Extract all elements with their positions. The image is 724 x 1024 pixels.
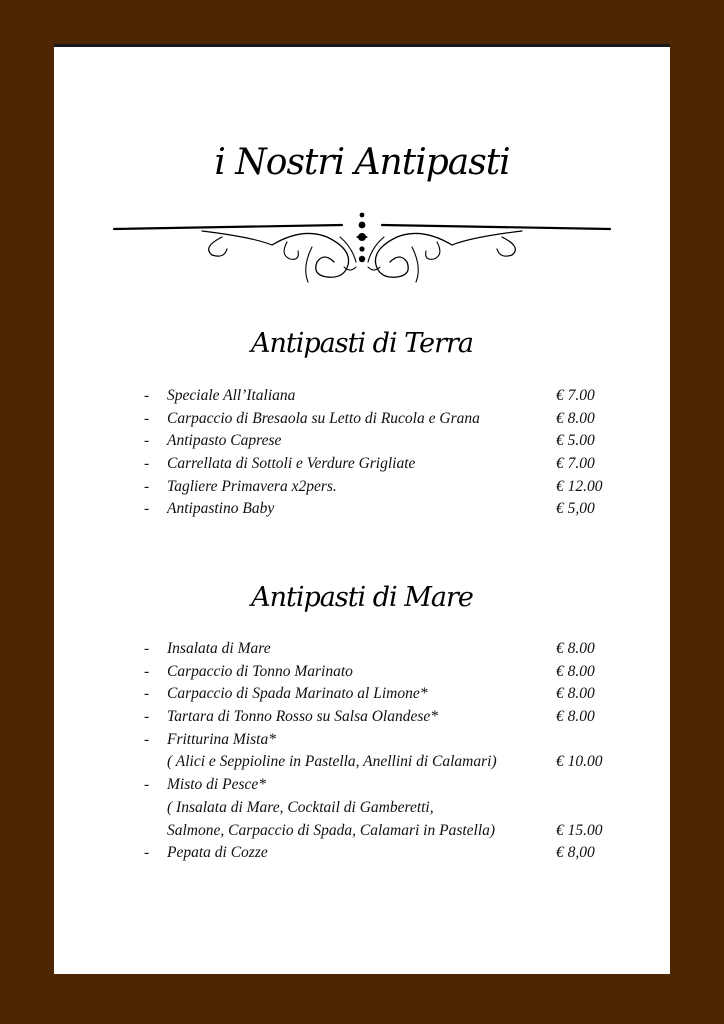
- dish-price: € 8,00: [556, 844, 595, 862]
- bullet-dash: -: [144, 708, 150, 726]
- dish-name: Pepata di Cozze: [167, 844, 268, 862]
- menu-item: [144, 408, 614, 431]
- dish-name: Speciale All’Italiana: [167, 387, 296, 404]
- menu-item: [144, 430, 614, 453]
- dish-name: Misto di Pesce*: [167, 776, 267, 794]
- menu-item: [144, 638, 614, 661]
- menu-item: [144, 820, 614, 843]
- dish-name: Antipasto Caprese: [167, 432, 282, 450]
- dish-name: Insalata di Mare: [167, 640, 271, 657]
- bullet-dash: -: [144, 409, 150, 427]
- bullet-dash: -: [144, 776, 150, 794]
- menu-item: [144, 842, 614, 865]
- menu-item: [144, 453, 614, 476]
- dish-price: € 10.00: [556, 753, 603, 771]
- menu-list-terra: [144, 385, 614, 521]
- flourish-divider: [112, 207, 612, 287]
- dish-price: € 8.00: [556, 708, 595, 726]
- dish-price: € 7.00: [556, 455, 595, 473]
- menu-item: [144, 729, 614, 752]
- bullet-dash: -: [144, 730, 150, 748]
- dish-price: € 5,00: [556, 500, 595, 518]
- bullet-dash: -: [144, 640, 150, 657]
- menu-list-mare: [144, 638, 614, 865]
- menu-page: [54, 44, 670, 974]
- dish-name: Tartara di Tonno Rosso su Salsa Olandese*: [167, 708, 439, 726]
- section-title-mare: Antipasti di Mare: [251, 582, 473, 613]
- dish-name: Carrellata di Sottoli e Verdure Grigliate: [167, 455, 416, 473]
- dish-price: € 15.00: [556, 821, 603, 839]
- dish-price: € 8.00: [556, 685, 595, 703]
- dish-price: € 8.00: [556, 409, 595, 427]
- bullet-dash: -: [144, 662, 150, 680]
- menu-item: [144, 476, 614, 499]
- menu-item: [144, 498, 614, 521]
- dish-name: Carpaccio di Tonno Marinato: [167, 662, 353, 680]
- dish-price: € 5.00: [556, 432, 595, 450]
- section-title-terra: Antipasti di Terra: [251, 328, 473, 359]
- dish-price: € 8.00: [556, 662, 595, 680]
- dish-price: € 12.00: [556, 477, 603, 495]
- bullet-dash: -: [144, 387, 150, 404]
- menu-item: [144, 797, 614, 820]
- dish-name: Salmone, Carpaccio di Spada, Calamari in Pastella): [167, 821, 496, 839]
- menu-item: [144, 751, 614, 774]
- bullet-dash: -: [144, 477, 150, 495]
- dish-name: Carpaccio di Bresaola su Letto di Rucola e Grana: [167, 409, 480, 427]
- dish-name: ( Alici e Seppioline in Pastella, Anellini di Calamari): [167, 753, 497, 771]
- menu-item: [144, 774, 614, 797]
- menu-item: [144, 683, 614, 706]
- dish-name: Antipastino Baby: [167, 500, 275, 518]
- dish-price: € 7.00: [556, 387, 595, 404]
- page-title: i Nostri Antipasti: [214, 142, 510, 183]
- menu-item: [144, 706, 614, 729]
- bullet-dash: -: [144, 455, 150, 473]
- dish-price: € 8.00: [556, 640, 595, 657]
- bullet-dash: -: [144, 500, 150, 518]
- dish-name: Tagliere Primavera x2pers.: [167, 477, 337, 495]
- dish-name: ( Insalata di Mare, Cocktail di Gamberetti,: [167, 798, 434, 816]
- menu-item: [144, 385, 614, 408]
- dish-name: Fritturina Mista*: [167, 730, 276, 748]
- dish-name: Carpaccio di Spada Marinato al Limone*: [167, 685, 428, 703]
- bullet-dash: -: [144, 685, 150, 703]
- bullet-dash: -: [144, 432, 150, 450]
- bullet-dash: -: [144, 844, 150, 862]
- menu-item: [144, 661, 614, 684]
